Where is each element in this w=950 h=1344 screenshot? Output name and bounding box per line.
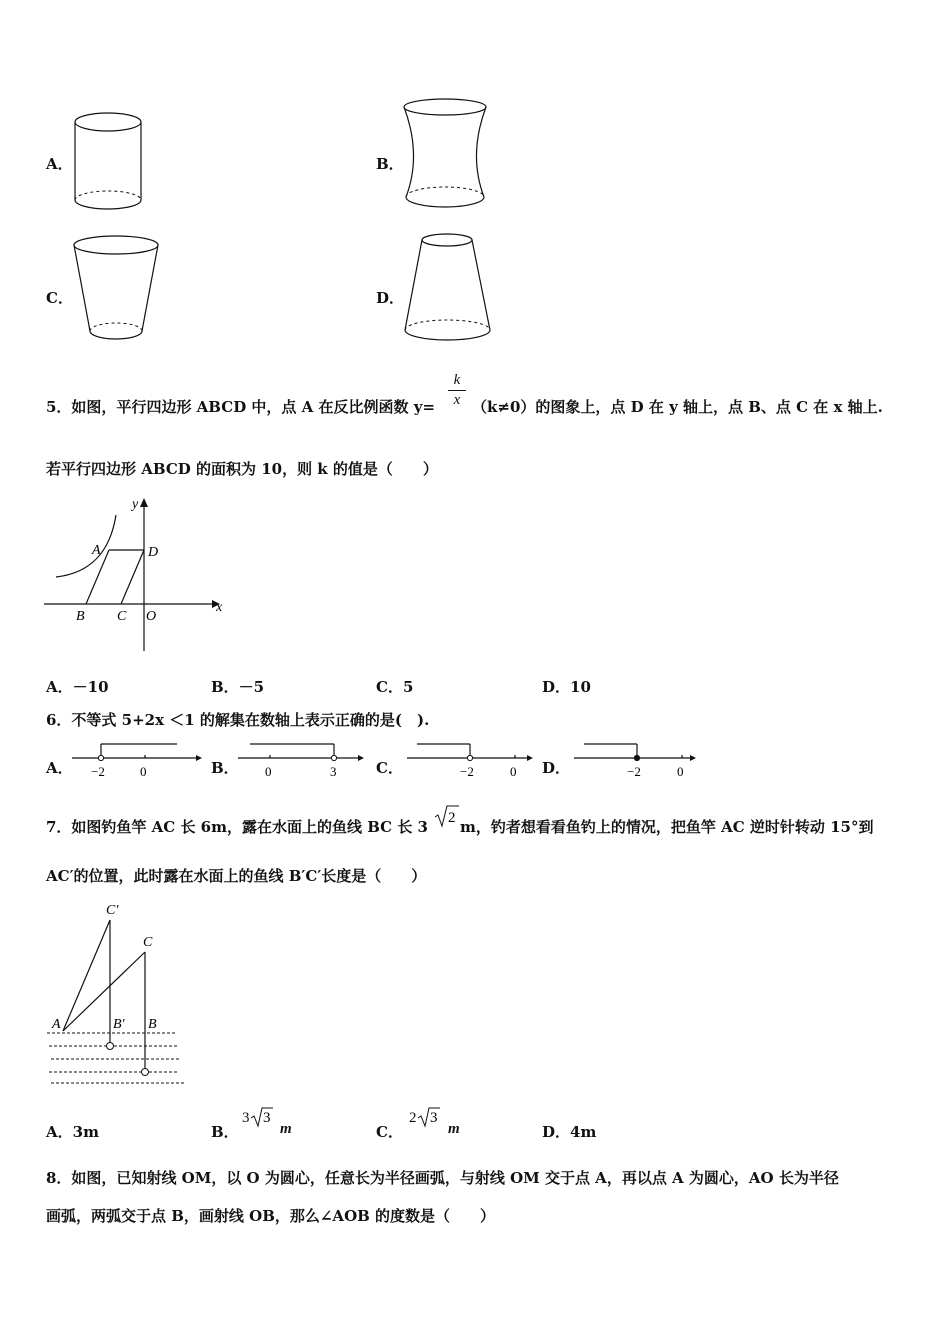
q5-option-c: C．5 (376, 678, 414, 696)
q7-option-b-sqrt-sign (250, 1106, 274, 1128)
q5-option-d: D．10 (542, 678, 591, 696)
q6-numberline-d (572, 740, 702, 782)
q6-option-c-label: C． (376, 759, 403, 777)
q6-option-a-label: A． (46, 759, 73, 777)
q8-stem-line1: 8．如图，已知射线 OM，以 O 为圆心，任意长为半径画弧，与射线 OM 交于点 A，再以点 A 为圆心，AO 长为半径 (46, 1169, 839, 1187)
q6-option-d-label: D． (542, 759, 571, 777)
q6-c-tick-label-2: 0 (510, 764, 517, 779)
q7-option-b-letter: B． (211, 1123, 239, 1141)
q8-stem-line2: 画弧，两弧交于点 B，画射线 OB，那么∠AOB 的度数是（ ） (46, 1207, 496, 1225)
q6-numberline-a (70, 740, 205, 782)
frustum-shape (400, 230, 498, 348)
q7-option-b-coef: 3 (242, 1110, 250, 1126)
q6-b-tick-label-1: 0 (265, 764, 272, 779)
q7-figure (45, 898, 190, 1088)
q6-option-b-label: B． (211, 759, 239, 777)
q7-stem-line2: AC′的位置，此时露在水面上的鱼线 B′C′长度是（ ） (46, 867, 427, 885)
q6-d-tick-label-2: 0 (677, 764, 684, 779)
option-a-label: A． (46, 155, 73, 173)
q7-option-c-letter: C． (376, 1123, 403, 1141)
q7-fig-label-B-prime: B′ (113, 1017, 125, 1032)
q7-option-c-coef: 2 (409, 1110, 417, 1126)
q6-a-tick-label-2: 0 (140, 764, 147, 779)
q7-sqrt-sign (434, 804, 460, 828)
q5-fig-label-C: C (117, 609, 127, 624)
q5-stem-suffix: （k≠0）的图象上，点 D 在 y 轴上，点 B、点 C 在 x 轴上. (472, 398, 883, 416)
q6-numberline-b (236, 740, 366, 782)
q7-option-b-radicand: 3 (263, 1110, 271, 1126)
q5-stem-line2: 若平行四边形 ABCD 的面积为 10，则 k 的值是（ ） (46, 460, 438, 478)
q7-stem-suffix: m，钓者想看看鱼钓上的情况，把鱼竿 AC 逆时针转动 15°到 (460, 818, 874, 836)
option-c-label: C． (46, 289, 73, 307)
cup-frustum-shape (70, 233, 162, 347)
q7-fig-label-A: A (52, 1017, 61, 1032)
q5-fig-label-O: O (146, 609, 157, 624)
q7-option-c-unit: m (448, 1121, 460, 1137)
q7-option-d: D．4m (542, 1123, 597, 1141)
q5-figure (40, 493, 235, 653)
q5-option-b: B．－5 (211, 678, 265, 696)
q6-d-tick-label-1: −2 (627, 764, 641, 779)
q7-option-a: A．3m (46, 1123, 99, 1141)
q7-fig-label-C: C (143, 935, 153, 950)
q6-b-tick-label-2: 3 (330, 764, 337, 779)
q7-fig-label-C-prime: C′ (106, 903, 119, 918)
option-b-label: B． (376, 155, 404, 173)
q5-stem-prefix: 5．如图，平行四边形 ABCD 中，点 A 在反比例函数 y= (46, 398, 436, 416)
q6-stem: 6．不等式 5+2x ＜1 的解集在数轴上表示正确的是( ). (46, 711, 430, 729)
option-d-label: D． (376, 289, 405, 307)
q7-option-b-unit: m (280, 1121, 292, 1137)
q5-fig-label-B: B (76, 609, 85, 624)
q5-fig-label-y: y (132, 497, 139, 512)
q5-option-a: A．－10 (46, 678, 109, 696)
q7-fig-label-B: B (148, 1017, 157, 1032)
q7-stem-prefix: 7．如图钓鱼竿 AC 长 6m，露在水面上的鱼线 BC 长 3 (46, 818, 428, 836)
q5-fig-label-x: x (216, 600, 223, 615)
q5-fraction-numerator: k (453, 372, 461, 388)
q6-a-tick-label-1: −2 (91, 764, 105, 779)
q7-option-c-radicand: 3 (430, 1110, 438, 1126)
q7-sqrt-radicand: 2 (448, 810, 456, 826)
q6-c-tick-label-1: −2 (460, 764, 474, 779)
cylinder-shape (72, 110, 146, 214)
q5-fig-label-D: D (148, 545, 159, 560)
q5-fraction-denominator: x (453, 392, 461, 408)
q5-fraction (448, 372, 466, 409)
concave-barrel-shape (400, 97, 492, 215)
q6-numberline-c (405, 740, 535, 782)
q5-fig-label-A: A (92, 543, 101, 558)
q7-option-c-sqrt-sign (417, 1106, 441, 1128)
